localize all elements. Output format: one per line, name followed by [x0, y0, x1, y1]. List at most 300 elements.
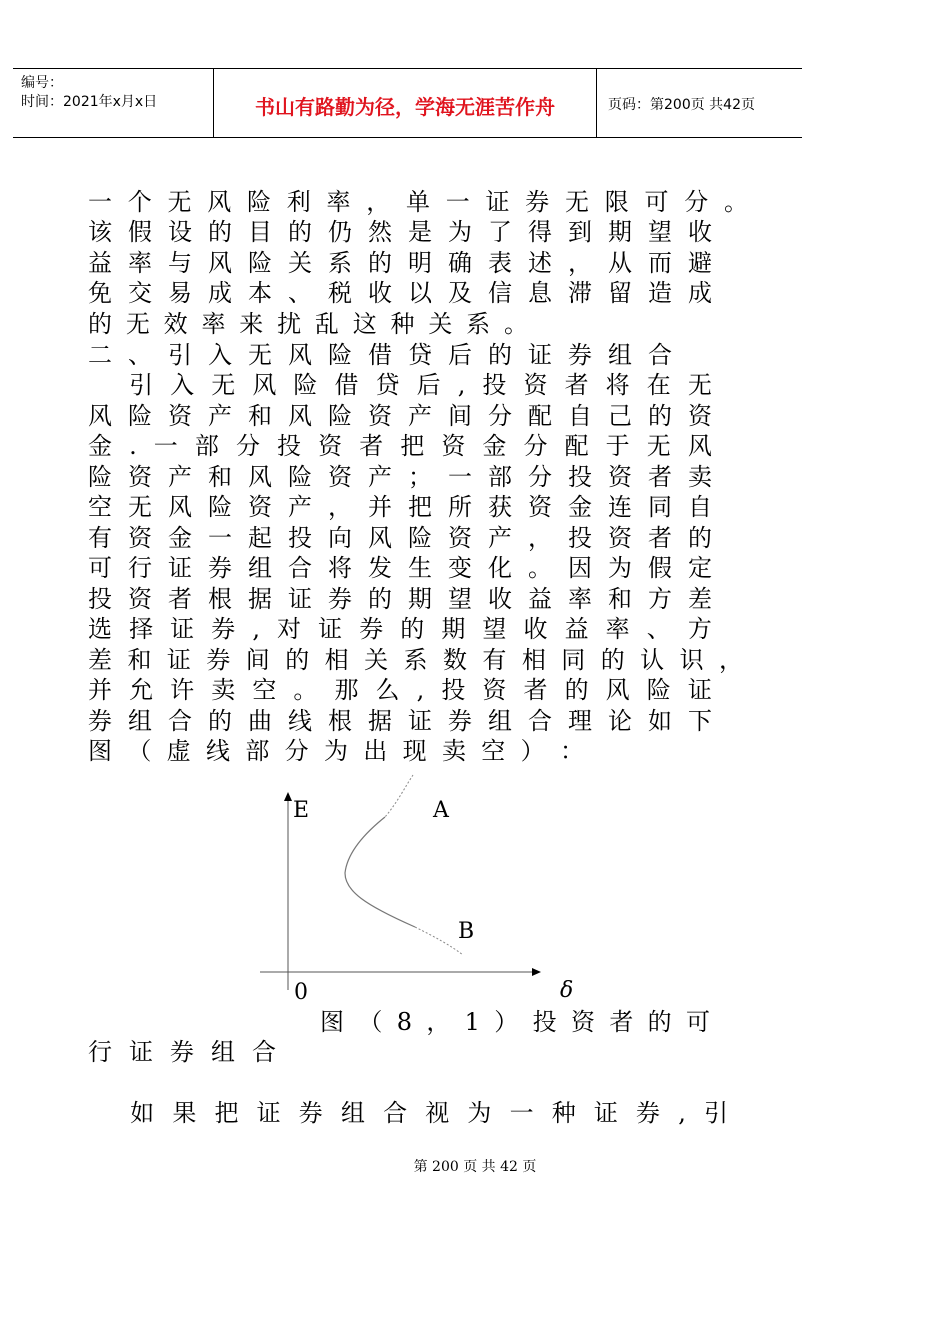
text-char: 卖: [441, 737, 466, 765]
text-char: 投: [88, 585, 112, 613]
text-char: 得: [528, 218, 552, 246]
text-char: 视: [425, 1099, 450, 1127]
text-char: 所: [448, 493, 472, 521]
text-char: 单: [406, 188, 430, 216]
text-char: 把: [214, 1099, 239, 1127]
body-line: [88, 309, 528, 339]
text-char: 可: [644, 188, 669, 216]
text-char: 二: [88, 341, 112, 369]
text-char: 述: [528, 249, 552, 277]
text-char: 率: [326, 188, 351, 216]
text-char: 金: [482, 432, 507, 460]
text-char: 投: [441, 676, 466, 704]
document-header: [13, 68, 802, 138]
text-char: 理: [568, 707, 592, 735]
page-footer: 第 200 页 共 42 页: [413, 1159, 537, 1175]
text-char: 证: [485, 188, 510, 216]
text-char: 择: [129, 615, 154, 643]
text-char: 一: [153, 432, 178, 460]
text-char: 设: [168, 218, 192, 246]
text-char: 分: [528, 463, 552, 491]
figure-caption-line1: [320, 1007, 710, 1037]
text-char: 可: [686, 1008, 710, 1036]
text-char: 关: [428, 310, 453, 338]
text-char: 风: [252, 371, 277, 399]
text-char: 卖: [688, 463, 712, 491]
body-line: [88, 462, 712, 492]
text-char: 收: [688, 218, 712, 246]
text-char: 者: [168, 585, 192, 613]
text-char: ,: [252, 615, 260, 643]
text-char: 贷: [375, 371, 400, 399]
text-char: 风: [208, 249, 232, 277]
text-char: 后: [416, 371, 441, 399]
text-char: 然: [368, 218, 392, 246]
text-char: 的: [647, 1008, 672, 1036]
text-char: 券: [636, 1099, 661, 1127]
text-char: 资: [570, 1008, 595, 1036]
text-char: 因: [568, 554, 592, 582]
text-char: ，: [719, 646, 743, 674]
text-char: 允: [129, 676, 154, 704]
text-char: 及: [448, 279, 472, 307]
text-char: 引: [703, 1099, 728, 1127]
text-char: 证: [528, 341, 552, 369]
text-char: 产: [408, 402, 432, 430]
text-char: 证: [168, 554, 192, 582]
text-char: 者: [648, 524, 672, 552]
text-char: 假: [128, 218, 152, 246]
text-char: 无: [248, 341, 272, 369]
text-char: 金: [568, 493, 592, 521]
text-char: 产: [208, 402, 232, 430]
text-char: 者: [648, 463, 672, 491]
text-char: 如: [648, 707, 672, 735]
text-char: 种: [551, 1099, 576, 1127]
text-char: 图: [88, 737, 112, 765]
body-line: [88, 553, 712, 583]
text-char: 据: [248, 585, 272, 613]
text-char: 线: [288, 707, 312, 735]
text-char: 收: [488, 585, 512, 613]
text-char: 益: [88, 249, 112, 277]
text-char: 借: [334, 371, 359, 399]
text-char: 间: [448, 402, 472, 430]
text-char: 投: [568, 524, 592, 552]
text-char: 造: [648, 279, 672, 307]
text-char: 组: [211, 1038, 235, 1066]
date-label: 时间：2021年x月x日: [21, 94, 158, 110]
text-char: 成: [208, 279, 232, 307]
text-char: 了: [488, 218, 512, 246]
text-char: 出: [363, 737, 388, 765]
text-char: 的: [648, 402, 672, 430]
text-char: 者: [609, 1008, 634, 1036]
text-char: 行: [88, 1038, 112, 1066]
text-char: 来: [239, 310, 264, 338]
text-char: 连: [608, 493, 632, 521]
text-char: 于: [605, 432, 630, 460]
body-line: [88, 645, 743, 675]
text-char: 易: [168, 279, 192, 307]
text-char: 间: [245, 646, 270, 674]
text-char: 差: [688, 585, 712, 613]
text-char: 系: [403, 646, 428, 674]
last-line: [88, 1098, 728, 1128]
text-char: 向: [328, 524, 352, 552]
text-char: 部: [245, 737, 270, 765]
text-char: 望: [648, 218, 672, 246]
text-char: ：: [559, 737, 584, 765]
text-char: 险: [646, 676, 671, 704]
text-char: 风: [687, 432, 712, 460]
text-char: 。: [503, 310, 528, 338]
text-char: 部: [488, 463, 512, 491]
text-char: 投: [288, 524, 312, 552]
text-char: 券: [211, 615, 236, 643]
text-char: 产: [168, 463, 192, 491]
body-line: [88, 187, 748, 217]
text-char: 资: [441, 432, 466, 460]
text-char: 风: [88, 402, 112, 430]
text-char: 么: [375, 676, 400, 704]
text-char: 率: [568, 585, 592, 613]
text-char: 根: [328, 707, 352, 735]
text-char: 资: [318, 432, 343, 460]
text-char: 的: [368, 585, 392, 613]
text-char: 曲: [248, 707, 272, 735]
text-char: 组: [608, 341, 632, 369]
text-char: 自: [568, 402, 592, 430]
point-a-label: A: [433, 798, 449, 823]
text-char: 自: [688, 493, 712, 521]
text-char: 。: [724, 188, 748, 216]
text-char: 产: [288, 493, 312, 521]
text-char: 合: [383, 1099, 408, 1127]
text-char: 和: [208, 463, 232, 491]
text-char: 的: [208, 707, 232, 735]
text-char: ,: [678, 1099, 686, 1127]
text-char: 合: [252, 1038, 276, 1066]
text-char: 虚: [166, 737, 191, 765]
text-char: （: [127, 737, 152, 765]
text-char: 相: [521, 646, 546, 674]
text-char: 卖: [211, 676, 236, 704]
text-char: 方: [687, 615, 712, 643]
text-char: 把: [400, 432, 425, 460]
body-line: [88, 278, 712, 308]
text-char: 合: [648, 341, 672, 369]
text-char: 变: [448, 554, 472, 582]
text-char: 明: [408, 249, 432, 277]
text-char: 差: [88, 646, 112, 674]
text-char: 分: [523, 432, 548, 460]
text-char: 期: [408, 585, 432, 613]
text-char: 险: [128, 402, 152, 430]
text-char: 期: [608, 218, 632, 246]
text-char: 投: [532, 1008, 557, 1036]
text-char: 收: [368, 279, 392, 307]
text-char: 券: [170, 1038, 194, 1066]
text-char: 并: [368, 493, 392, 521]
text-char: 有: [88, 524, 112, 552]
text-char: 组: [248, 554, 272, 582]
curve-dashed-upper: [385, 775, 413, 817]
text-char: 合: [168, 707, 192, 735]
text-char: 金: [88, 432, 112, 460]
text-char: 风: [288, 402, 312, 430]
text-char: [88, 1098, 112, 1128]
text-char: 资: [528, 493, 552, 521]
text-char: 个: [127, 188, 152, 216]
text-char: 资: [608, 463, 632, 491]
text-char: 率: [128, 249, 152, 277]
text-char: 定: [688, 554, 712, 582]
text-char: 证: [129, 1038, 153, 1066]
text-char: 那: [334, 676, 359, 704]
text-char: 许: [170, 676, 195, 704]
curve-solid: [345, 817, 415, 927]
text-char: 风: [288, 341, 312, 369]
body-line: [88, 401, 712, 431]
text-char: 空: [88, 493, 112, 521]
header-page-cell: [596, 69, 802, 137]
body-line: [88, 248, 712, 278]
text-char: 将: [605, 371, 630, 399]
text-char: 1: [464, 1008, 480, 1036]
text-char: 证: [166, 646, 191, 674]
text-char: 方: [648, 585, 672, 613]
text-char: （: [358, 1008, 383, 1036]
text-char: 。: [528, 554, 552, 582]
text-char: 交: [128, 279, 152, 307]
text-char: 该: [88, 218, 112, 246]
text-char: 券: [568, 341, 592, 369]
text-char: 成: [688, 279, 712, 307]
text-char: 投: [277, 432, 302, 460]
text-char: ；: [408, 463, 432, 491]
text-char: 的: [488, 341, 512, 369]
text-char: 生: [408, 554, 432, 582]
text-char: 扰: [277, 310, 302, 338]
text-char: 把: [408, 493, 432, 521]
text-char: 者: [359, 432, 384, 460]
text-char: 资: [128, 524, 152, 552]
text-char: 选: [88, 615, 112, 643]
text-char: ）: [494, 1008, 519, 1036]
body-line: [88, 584, 712, 614]
text-char: 和: [608, 585, 632, 613]
page-info: 页码：第200页 共42页: [608, 97, 755, 113]
origin-label: 0: [294, 980, 308, 1005]
text-char: 无: [646, 432, 671, 460]
text-char: 息: [528, 279, 552, 307]
text-char: 险: [293, 371, 318, 399]
body-line: [88, 431, 712, 461]
body-line: [88, 706, 712, 736]
text-char: 税: [328, 279, 352, 307]
y-axis-label: E: [293, 798, 310, 823]
text-char: 获: [488, 493, 512, 521]
body-line: [88, 217, 712, 247]
text-char: 益: [564, 615, 589, 643]
text-char: 入: [170, 371, 195, 399]
text-char: 望: [482, 615, 507, 643]
text-char: 有: [482, 646, 507, 674]
text-char: 相: [324, 646, 349, 674]
text-char: 组: [340, 1099, 365, 1127]
text-char: 仍: [328, 218, 352, 246]
body-line: [88, 736, 584, 766]
text-char: 无: [125, 310, 150, 338]
text-char: 线: [205, 737, 230, 765]
text-char: 到: [568, 218, 592, 246]
text-char: 和: [248, 402, 272, 430]
text-char: 下: [688, 707, 712, 735]
text-char: 系: [466, 310, 491, 338]
text-char: 数: [442, 646, 467, 674]
text-char: 资: [688, 402, 712, 430]
figure-caption-line2: [88, 1037, 276, 1067]
text-char: 的: [600, 646, 625, 674]
text-char: 合: [288, 554, 312, 582]
text-char: 险: [248, 249, 272, 277]
text-char: 果: [172, 1099, 197, 1127]
text-char: 从: [608, 249, 632, 277]
text-char: 无: [565, 188, 589, 216]
text-char: 一: [445, 188, 470, 216]
text-char: 证: [687, 676, 712, 704]
text-char: 无: [687, 371, 712, 399]
text-char: 系: [328, 249, 352, 277]
text-char: 为: [448, 218, 472, 246]
text-char: 资: [368, 402, 392, 430]
text-char: 一: [448, 463, 472, 491]
text-char: 是: [408, 218, 432, 246]
text-char: 期: [441, 615, 466, 643]
body-line: [88, 523, 712, 553]
text-char: ，: [426, 1008, 451, 1036]
curve-dashed-lower: [415, 927, 463, 955]
text-char: 一: [509, 1099, 534, 1127]
text-char: 发: [368, 554, 392, 582]
text-char: 险: [247, 188, 271, 216]
text-char: 益: [528, 585, 552, 613]
text-char: 分: [488, 402, 512, 430]
text-char: 产: [488, 524, 512, 552]
header-left-cell: [13, 69, 213, 137]
motto-text: 书山有路勤为径，学海无涯苦作舟: [255, 95, 555, 119]
text-char: 险: [208, 493, 232, 521]
text-char: 证: [408, 707, 432, 735]
portfolio-figure: [255, 775, 574, 1005]
text-char: 险: [88, 463, 112, 491]
text-char: 以: [408, 279, 432, 307]
text-char: 分: [235, 432, 260, 460]
text-char: 资: [128, 585, 152, 613]
text-char: 表: [488, 249, 512, 277]
text-char: ,: [457, 371, 466, 399]
text-char: 后: [448, 341, 472, 369]
text-char: 险: [328, 402, 352, 430]
text-char: 可: [88, 554, 112, 582]
text-char: 券: [359, 615, 384, 643]
text-char: 资: [128, 463, 152, 491]
text-char: 配: [528, 402, 552, 430]
text-char: 、: [128, 341, 152, 369]
text-char: 合: [528, 707, 552, 735]
text-char: 借: [368, 341, 392, 369]
text-char: 部: [194, 432, 219, 460]
text-char: 避: [688, 249, 712, 277]
text-char: 入: [208, 341, 232, 369]
text-char: 、: [288, 279, 312, 307]
text-char: 己: [608, 402, 632, 430]
text-char: 关: [288, 249, 312, 277]
text-char: 认: [640, 646, 665, 674]
text-char: 在: [646, 371, 671, 399]
body-line: [88, 492, 712, 522]
text-char: 滞: [568, 279, 592, 307]
header-motto-cell: [213, 69, 597, 137]
text-char: 资: [608, 524, 632, 552]
text-char: 者: [564, 371, 589, 399]
text-char: 起: [248, 524, 272, 552]
text-char: 券: [448, 707, 472, 735]
text-char: 配: [564, 432, 589, 460]
text-char: 假: [648, 554, 672, 582]
text-char: 无: [128, 493, 152, 521]
text-char: 关: [364, 646, 389, 674]
text-char: 证: [593, 1099, 618, 1127]
text-char: 一: [208, 524, 232, 552]
text-char: 证: [288, 585, 312, 613]
body-line: [88, 370, 712, 400]
text-char: 的: [288, 218, 312, 246]
text-char: 。: [293, 676, 318, 704]
text-char: 险: [328, 341, 352, 369]
x-axis-label: δ: [560, 978, 574, 1003]
text-char: 资: [482, 676, 507, 704]
text-char: 如: [130, 1099, 155, 1127]
text-char: 引: [129, 371, 154, 399]
body-line: [88, 340, 672, 370]
text-char: ）: [520, 737, 545, 765]
text-char: 信: [488, 279, 512, 307]
text-char: 为: [323, 737, 348, 765]
text-char: 资: [448, 524, 472, 552]
text-char: 产: [368, 463, 392, 491]
body-line: [88, 675, 712, 705]
text-char: 行: [128, 554, 152, 582]
text-char: 资: [523, 371, 548, 399]
text-char: ，: [366, 188, 391, 216]
text-char: 这: [352, 310, 377, 338]
text-char: ，: [528, 524, 552, 552]
text-char: 根: [208, 585, 232, 613]
text-char: 险: [288, 463, 312, 491]
text-char: 而: [648, 249, 672, 277]
text-char: 利: [286, 188, 311, 216]
text-char: 的: [368, 249, 392, 277]
text-char: 证: [318, 615, 343, 643]
text-char: 券: [208, 554, 232, 582]
text-char: ,: [416, 676, 425, 704]
text-char: 的: [688, 524, 712, 552]
text-char: 种: [390, 310, 415, 338]
text-char: 无: [167, 188, 192, 216]
text-char: 券: [525, 188, 550, 216]
